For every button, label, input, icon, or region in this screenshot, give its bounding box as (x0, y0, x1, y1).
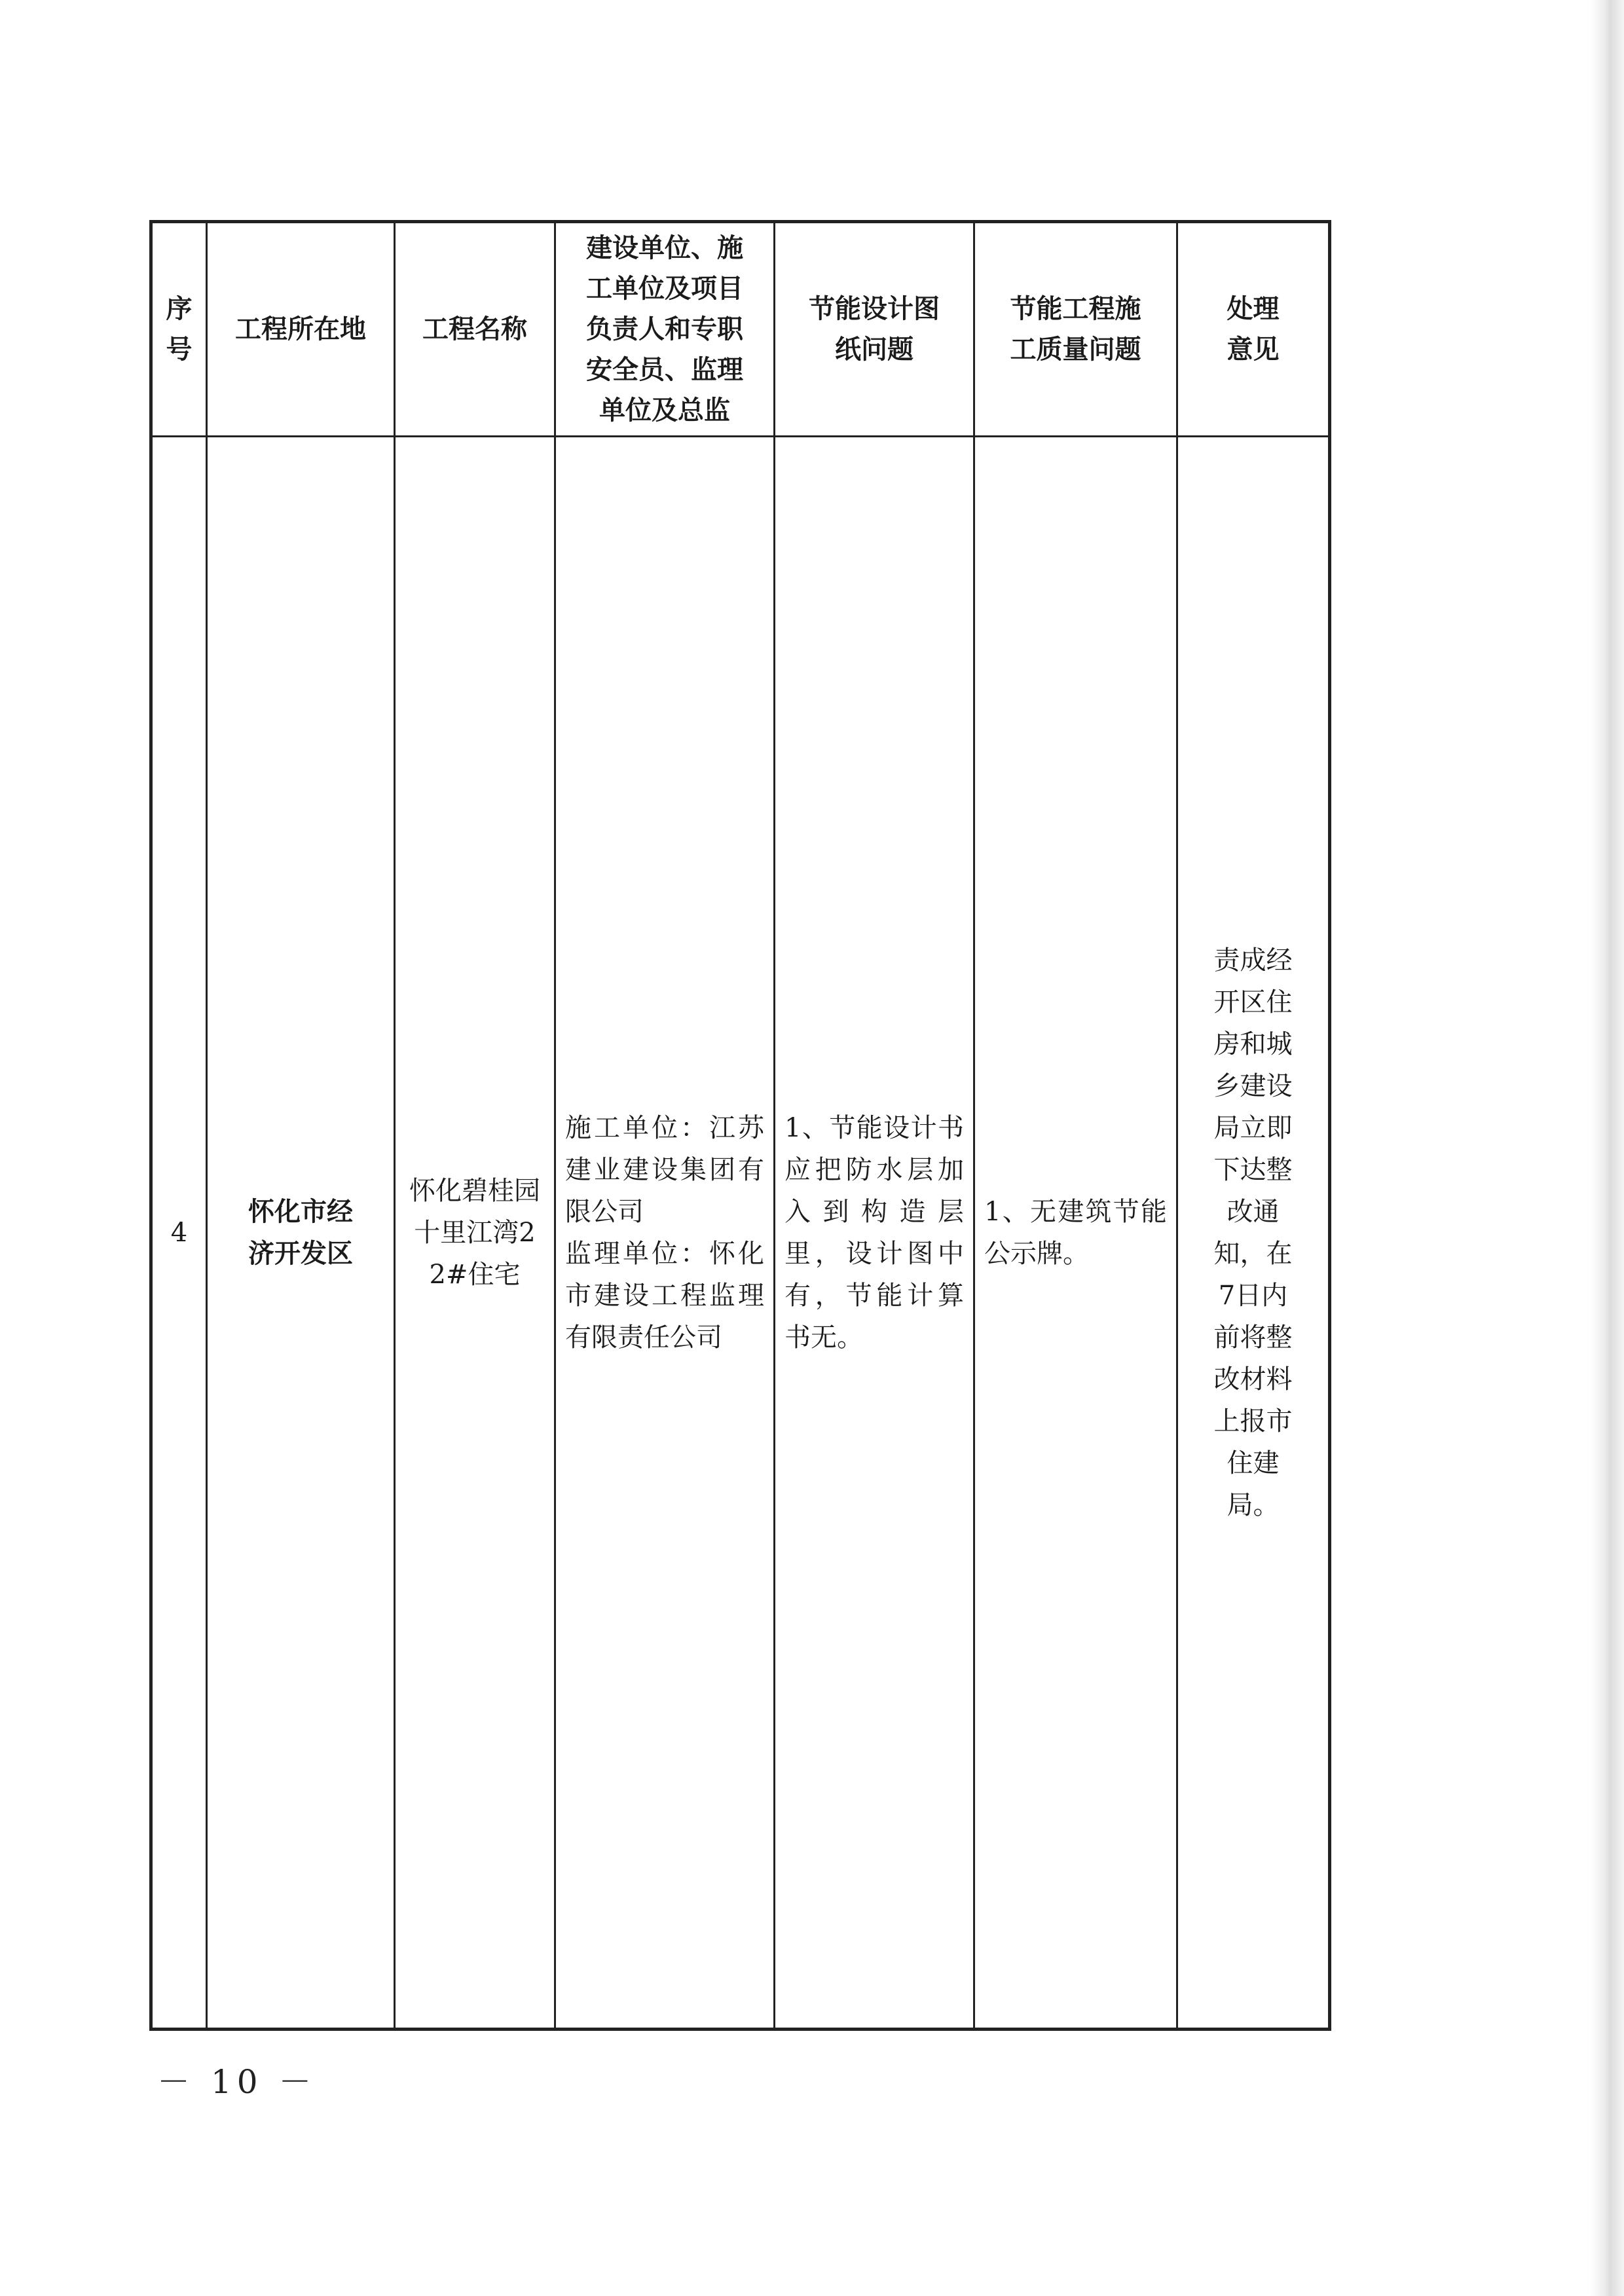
scan-page-edge (1590, 0, 1624, 2296)
cell-quality-issues: 1、无建筑节能公示牌。 (974, 437, 1177, 2030)
header-row (151, 222, 1330, 437)
inspection-table (149, 220, 1331, 2031)
header-seq: 序号 (151, 222, 207, 437)
cell-location: 怀化市经济开发区 (207, 437, 395, 2030)
cell-parties (555, 437, 775, 2030)
header-parties: 建设单位、施工单位及项目负责人和专职安全员、监理单位及总监 (555, 222, 775, 437)
page-number: － 10 － (157, 2063, 317, 2101)
cell-seq: 4 (151, 437, 207, 2030)
supervision-unit: 监理单位：怀化市建设工程监理有限责任公司 (565, 1238, 764, 1353)
header-design-issues: 节能设计图纸问题 (775, 222, 974, 437)
cell-project-name: 怀化碧桂园十里江湾22#住宅 (395, 437, 555, 2030)
construction-unit: 施工单位：江苏建业建设集团有限公司 (565, 1112, 764, 1227)
header-project-name: 工程名称 (395, 222, 555, 437)
cell-design-issues: 1、节能设计书应把防水层加入到构造层里，设计图中有，节能计算书无。 (775, 437, 974, 2030)
table-header (151, 222, 1330, 437)
table-row (151, 437, 1330, 2030)
header-handling: 处理意见 (1177, 222, 1330, 437)
cell-handling: 责成经开区住房和城乡建设局立即下达整改通知，在7日内前将整改材料上报市住建局。 (1177, 437, 1330, 2030)
header-quality-issues: 节能工程施工质量问题 (974, 222, 1177, 437)
header-location: 工程所在地 (207, 222, 395, 437)
